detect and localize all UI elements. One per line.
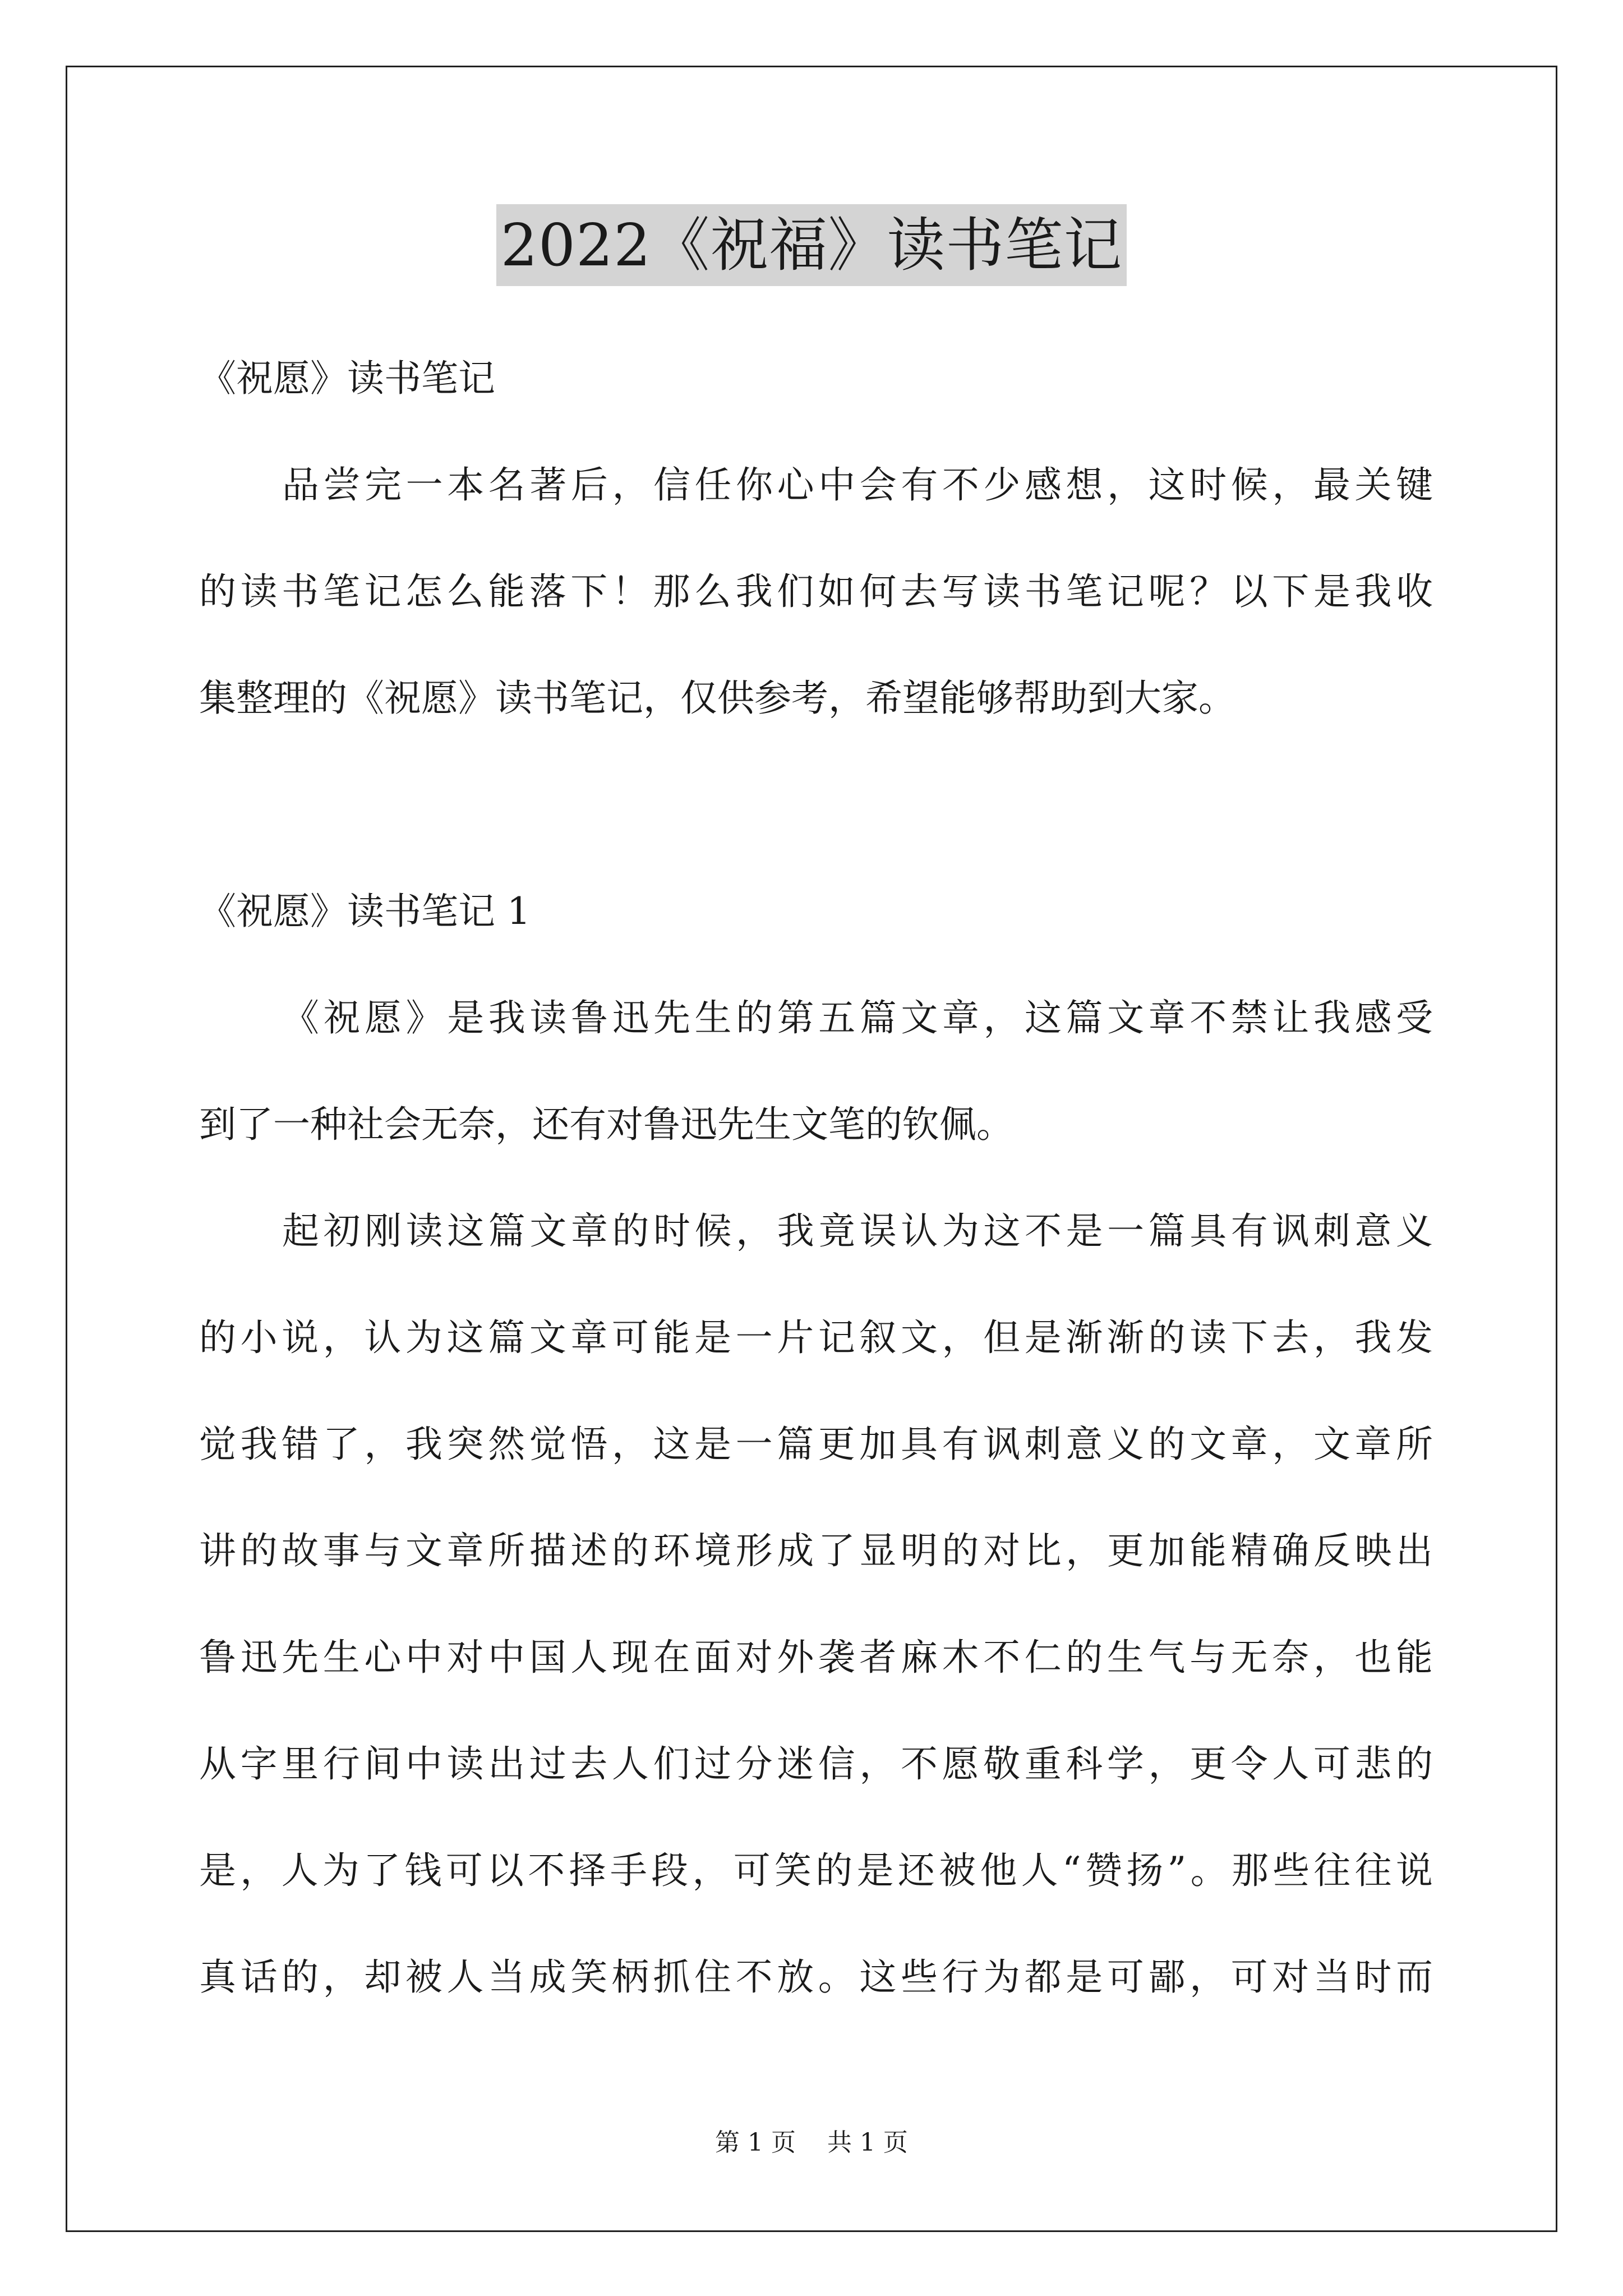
para1-line: 到了一种社会无奈，还有对鲁迅先生文笔的钦佩。 (199, 1103, 1013, 1146)
intro-line: 的读书笔记怎么能落下！那么我们如何去写读书笔记呢？以下是我收 (199, 570, 1433, 613)
para2-line: 真话的，却被人当成笑柄抓住不放。这些行为都是可鄙，可对当时而 (199, 1955, 1433, 1999)
para2-line: 的小说，认为这篇文章可能是一片记叙文，但是渐渐的读下去，我发 (199, 1316, 1433, 1359)
title-container (0, 204, 1623, 286)
para2-line: 从字里行间中读出过去人们过分迷信，不愿敬重科学，更令人可悲的 (199, 1742, 1433, 1786)
para1-line: 《祝愿》是我读鲁迅先生的第五篇文章，这篇文章不禁让我感受 (282, 996, 1433, 1039)
para2-line: 是，人为了钱可以不择手段，可笑的是还被他人“赞扬”。那些往往说 (199, 1849, 1433, 1892)
intro-line: 品尝完一本名著后，信任你心中会有不少感想，这时候，最关键 (282, 463, 1433, 507)
document-title: 2022《祝福》读书笔记 (496, 204, 1127, 286)
page-number: 第 1 页 (715, 2128, 796, 2157)
para2-line: 觉我错了，我突然觉悟，这是一篇更加具有讽刺意义的文章，文章所 (199, 1423, 1433, 1466)
section-heading: 《祝愿》读书笔记 1 (199, 890, 531, 933)
intro-line: 集整理的《祝愿》读书笔记，仅供参考，希望能够帮助到大家。 (199, 677, 1235, 720)
para2-line: 起初刚读这篇文章的时候，我竟误认为这不是一篇具有讽刺意义 (282, 1209, 1433, 1253)
para2-line: 鲁迅先生心中对中国人现在面对外袭者麻木不仁的生气与无奈，也能 (199, 1636, 1433, 1679)
page-total: 共 1 页 (827, 2128, 908, 2157)
page-footer (0, 2126, 1623, 2160)
para2-line: 讲的故事与文章所描述的环境形成了显明的对比，更加能精确反映出 (199, 1529, 1433, 1572)
heading-main: 《祝愿》读书笔记 (199, 357, 495, 400)
